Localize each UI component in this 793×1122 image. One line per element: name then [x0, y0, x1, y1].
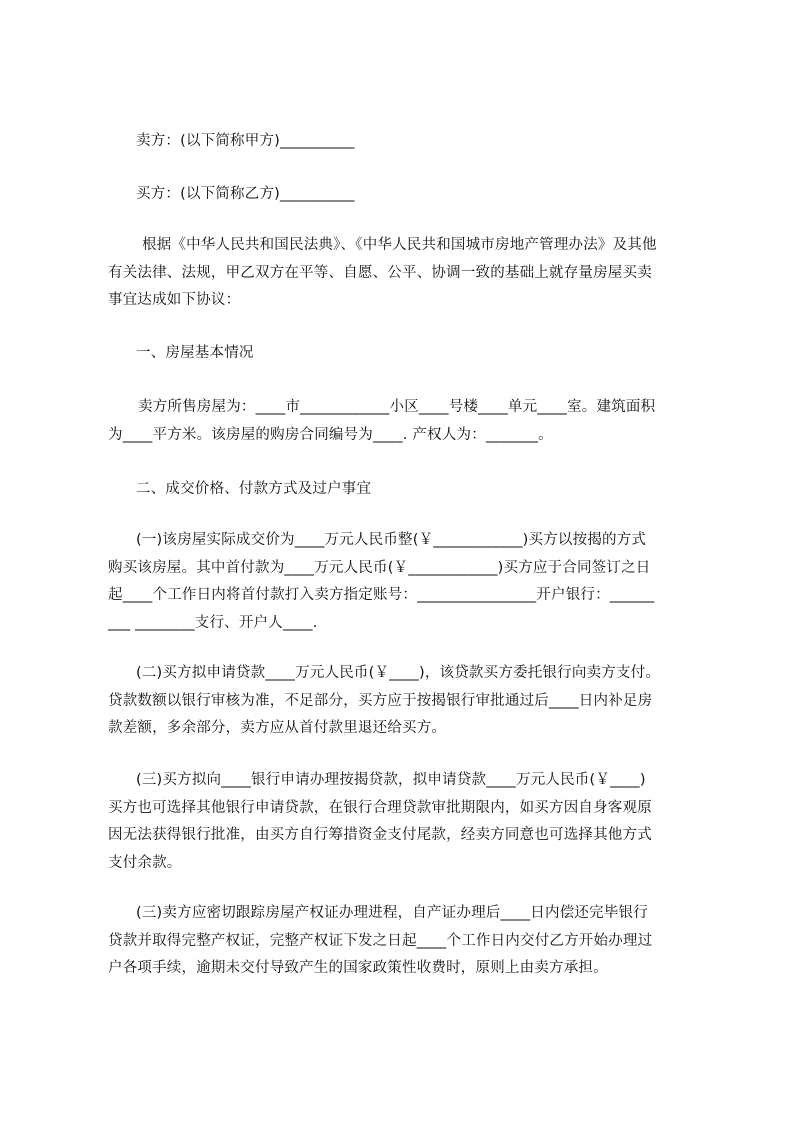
- clause3-line: (三)买方拟向____银行申请办理按揭贷款，拟申请贷款____万元人民币(￥____): [136, 772, 646, 788]
- preamble-line: 有关法律、法规，甲乙双方在平等、自愿、公平、协调一致的基础上就存量房屋买卖: [108, 264, 652, 281]
- clause4-line: 户各项手续，逾期未交付导致产生的国家政策性收费时，原则上由卖方承担。: [108, 960, 608, 976]
- section1-line: 为____平方米。该房屋的购房合同编号为____. 产权人为：_______。: [108, 426, 553, 443]
- section1-paragraph: [108, 394, 708, 449]
- clause2-paragraph: [108, 660, 708, 743]
- clause2-line: 款差额，多余部分，卖方应从首付款里退还给买方。: [108, 720, 447, 736]
- clause1-line: 起____个工作日内将首付款打入卖方指定账号：________________开户银行：______: [108, 587, 655, 603]
- preamble-line: 根据《中华人民共和国民法典》、《中华人民共和国城市房地产管理办法》及其他: [142, 237, 657, 253]
- preamble-paragraph: [108, 232, 708, 315]
- clause4-line: (三)卖方应密切跟踪房屋产权证办理进程，自产证办理后____日内偿还完毕银行: [136, 905, 648, 921]
- clause4-line: 贷款并取得完整产权证，完整产权证下发之日起____个工作日内交付乙方开始办理过: [108, 932, 653, 949]
- clause3-line: 因无法获得银行批准，由买方自行筹措资金支付尾款，经卖方同意也可选择其他方式: [108, 827, 652, 843]
- clause2-line: 贷款数额以银行审核为准，不足部分，买方应于按揭银行审批通过后____日内补足房: [108, 692, 653, 709]
- clause1-line: ___ ________支行、开户人____.: [108, 614, 318, 631]
- clause3-paragraph: [108, 767, 708, 877]
- clause1-paragraph: [108, 527, 708, 637]
- clause4-paragraph: [108, 900, 708, 983]
- section1-heading: 一、房屋基本情况: [136, 345, 254, 361]
- section1-line: 卖方所售房屋为：____市____________小区____号楼____单元____室。建筑面积: [138, 399, 656, 415]
- seller-line: 卖方：(以下简称甲方)__________: [136, 133, 355, 149]
- clause1-line: (一)该房屋实际成交价为____万元人民币整(￥____________)买方以按揭的方式: [136, 532, 647, 548]
- preamble-line: 事宜达成如下协议：: [108, 292, 241, 308]
- clause3-line: 支付余款。: [108, 854, 182, 871]
- clause1-line: 购买该房屋。其中首付款为____万元人民币(￥____________)买方应于合同签订之日: [108, 559, 651, 576]
- section2-heading: 二、成交价格、付款方式及过户事宜: [136, 481, 372, 497]
- buyer-line: 买方：(以下简称乙方)__________: [136, 186, 355, 202]
- clause2-line: (二)买方拟申请贷款____万元人民币(￥____)，该贷款买方委托银行向卖方支付。: [136, 665, 661, 681]
- clause3-line: 买方也可选择其他银行申请贷款，在银行合理贷款审批期限内，如买方因自身客观原: [108, 799, 652, 816]
